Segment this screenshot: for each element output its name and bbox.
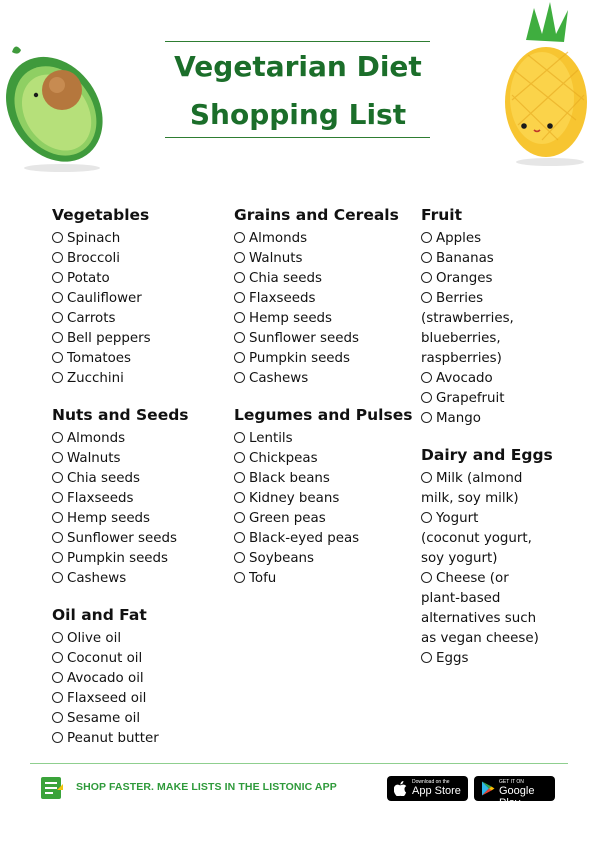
list-item — [52, 649, 232, 669]
app-store-label: App Store — [412, 785, 461, 797]
list-item-label: Avocado oil — [67, 671, 144, 686]
checkbox[interactable] — [52, 272, 63, 283]
list-item — [52, 689, 232, 709]
list-item-label: soy yogurt) — [421, 551, 498, 566]
checkbox[interactable] — [234, 292, 245, 303]
page-title-line1: Vegetarian Diet — [174, 50, 422, 83]
checkbox[interactable] — [234, 372, 245, 383]
google-play-label: Google Play — [499, 785, 535, 809]
list-item — [421, 629, 561, 649]
list-item-label: Sesame oil — [67, 711, 141, 726]
list-item — [421, 469, 561, 489]
checkbox[interactable] — [52, 572, 63, 583]
list-item — [52, 269, 232, 289]
list-item — [234, 469, 416, 489]
list-item — [52, 229, 232, 249]
checkbox[interactable] — [421, 252, 432, 263]
list-item-label: Chia seeds — [67, 471, 140, 486]
checkbox[interactable] — [421, 412, 432, 423]
list-item — [421, 229, 561, 249]
checkbox[interactable] — [52, 732, 63, 743]
list-item — [52, 469, 232, 489]
checkbox[interactable] — [234, 312, 245, 323]
checkbox[interactable] — [52, 692, 63, 703]
list-item-label: Milk (almond — [436, 471, 523, 486]
checkbox[interactable] — [234, 492, 245, 503]
list-item-label: Walnuts — [249, 251, 303, 266]
list-item-label: Flaxseed oil — [67, 691, 147, 706]
list-item-label: Almonds — [67, 431, 126, 446]
checkbox[interactable] — [421, 572, 432, 583]
list-item-label: Cashews — [249, 371, 309, 386]
checkbox[interactable] — [52, 452, 63, 463]
list-item — [52, 289, 232, 309]
column-3 — [421, 203, 561, 683]
list-item-label: (strawberries, — [421, 311, 514, 326]
section-heading: Grains and Cereals — [234, 206, 399, 224]
list-item — [421, 509, 561, 529]
checkbox[interactable] — [52, 632, 63, 643]
checkbox[interactable] — [52, 292, 63, 303]
list-item — [52, 449, 232, 469]
app-store-small-label: Download on the — [412, 779, 450, 785]
list-item — [234, 509, 416, 529]
list-item — [421, 369, 561, 389]
checkbox[interactable] — [421, 292, 432, 303]
list-item-label: plant-based — [421, 591, 501, 606]
listonic-logo-icon — [40, 776, 64, 800]
list-item-label: Flaxseeds — [67, 491, 134, 506]
list-item — [52, 569, 232, 589]
section-oil-and-fat — [52, 603, 232, 749]
list-item-label: Tomatoes — [67, 351, 132, 366]
checkbox[interactable] — [234, 532, 245, 543]
checkbox[interactable] — [52, 252, 63, 263]
list-item — [421, 609, 561, 629]
list-item-label: Green peas — [249, 511, 326, 526]
list-item-label: Cashews — [67, 571, 127, 586]
list-item — [234, 309, 416, 329]
checkbox[interactable] — [52, 372, 63, 383]
list-item-label: as vegan cheese) — [421, 631, 539, 646]
list-item-label: blueberries, — [421, 331, 501, 346]
checkbox[interactable] — [234, 232, 245, 243]
list-item-label: Mango — [436, 411, 481, 426]
section-heading: Vegetables — [52, 206, 150, 224]
list-item — [52, 509, 232, 529]
list-item-label: Chickpeas — [249, 451, 318, 466]
google-play-small-label: GET IT ON — [499, 779, 524, 785]
list-item — [421, 329, 561, 349]
apple-icon — [394, 781, 407, 796]
column-2 — [234, 203, 416, 603]
section-grains-and-cereals — [234, 203, 416, 389]
list-item-label: Eggs — [436, 651, 469, 666]
list-item-label: Broccoli — [67, 251, 120, 266]
list-item — [52, 629, 232, 649]
checkbox[interactable] — [234, 332, 245, 343]
list-item-label: Grapefruit — [436, 391, 505, 406]
list-item-label: Hemp seeds — [67, 511, 151, 526]
app-store-button[interactable] — [387, 776, 468, 801]
checkbox[interactable] — [234, 472, 245, 483]
list-item — [52, 549, 232, 569]
list-item-label: Chia seeds — [249, 271, 322, 286]
list-item — [234, 429, 416, 449]
list-item — [234, 269, 416, 289]
list-item — [234, 249, 416, 269]
footer-divider — [30, 763, 568, 764]
section-fruit — [421, 203, 561, 429]
list-item-label: Carrots — [67, 311, 116, 326]
checkbox[interactable] — [52, 532, 63, 543]
list-item-label: Pumpkin seeds — [249, 351, 351, 366]
checkbox[interactable] — [52, 512, 63, 523]
list-item-label: alternatives such — [421, 611, 537, 626]
list-item — [234, 569, 416, 589]
list-item-label: Apples — [436, 231, 482, 246]
list-item-label: Black beans — [249, 471, 330, 486]
list-item-label: Sunflower seeds — [249, 331, 359, 346]
list-item-label: raspberries) — [421, 351, 502, 366]
section-dairy-and-eggs — [421, 443, 561, 669]
list-item — [421, 269, 561, 289]
list-item-label: Olive oil — [67, 631, 122, 646]
list-item — [234, 329, 416, 349]
list-item-label: Bananas — [436, 251, 494, 266]
title-top-rule — [165, 41, 430, 42]
list-item-label: Cheese (or — [436, 571, 509, 586]
list-item-label: Peanut butter — [67, 731, 159, 746]
list-item — [52, 309, 232, 329]
section-heading: Legumes and Pulses — [234, 406, 413, 424]
checkbox[interactable] — [52, 432, 63, 443]
list-item-label: (coconut yogurt, — [421, 531, 532, 546]
section-heading: Nuts and Seeds — [52, 406, 189, 424]
list-item-label: Lentils — [249, 431, 293, 446]
checkbox[interactable] — [52, 712, 63, 723]
list-item-label: Berries — [436, 291, 484, 306]
checkbox[interactable] — [52, 232, 63, 243]
list-item-label: Oranges — [436, 271, 493, 286]
list-item — [52, 429, 232, 449]
checkbox[interactable] — [421, 512, 432, 523]
column-1 — [52, 203, 232, 763]
checkbox[interactable] — [234, 512, 245, 523]
list-item-label: Almonds — [249, 231, 308, 246]
avocado-illustration — [0, 28, 110, 178]
checkbox[interactable] — [421, 652, 432, 663]
checkbox[interactable] — [234, 252, 245, 263]
list-item-label: Pumpkin seeds — [67, 551, 169, 566]
list-item-label: Kidney beans — [249, 491, 340, 506]
list-item-label: Yogurt — [436, 511, 479, 526]
google-play-button[interactable] — [474, 776, 555, 809]
list-item-label: Zucchini — [67, 371, 124, 386]
checkbox[interactable] — [52, 652, 63, 663]
section-heading: Fruit — [421, 206, 462, 224]
list-item-label: Hemp seeds — [249, 311, 333, 326]
list-item — [234, 369, 416, 389]
list-item — [421, 309, 561, 329]
list-item — [52, 329, 232, 349]
list-item — [421, 649, 561, 669]
checkbox[interactable] — [421, 472, 432, 483]
checkbox[interactable] — [52, 352, 63, 363]
pineapple-illustration — [498, 0, 596, 170]
checkbox[interactable] — [421, 232, 432, 243]
list-item-label: milk, soy milk) — [421, 491, 519, 506]
list-item-label: Sunflower seeds — [67, 531, 177, 546]
list-item — [421, 349, 561, 369]
title-bottom-rule — [165, 137, 430, 138]
list-item — [421, 409, 561, 429]
list-item-label: Potato — [67, 271, 110, 286]
section-heading: Oil and Fat — [52, 606, 147, 624]
tagline-prefix: SHOP FASTER. — [76, 781, 155, 793]
list-item-label: Coconut oil — [67, 651, 143, 666]
list-item — [421, 589, 561, 609]
footer-tagline — [76, 781, 337, 793]
section-vegetables — [52, 203, 232, 389]
list-item-label: Flaxseeds — [249, 291, 316, 306]
checkbox[interactable] — [234, 432, 245, 443]
list-item — [52, 669, 232, 689]
list-item-label: Walnuts — [67, 451, 121, 466]
list-item — [52, 489, 232, 509]
list-item — [421, 569, 561, 589]
list-item — [234, 449, 416, 469]
checkbox[interactable] — [52, 332, 63, 343]
checkbox[interactable] — [421, 272, 432, 283]
checkbox[interactable] — [52, 472, 63, 483]
list-item — [234, 349, 416, 369]
section-legumes-and-pulses — [234, 403, 416, 589]
list-item — [421, 549, 561, 569]
list-item-label: Bell peppers — [67, 331, 151, 346]
list-item — [421, 489, 561, 509]
list-item-label: Spinach — [67, 231, 121, 246]
list-item — [421, 289, 561, 309]
checkbox[interactable] — [52, 492, 63, 503]
list-item — [52, 709, 232, 729]
list-item-label: Cauliflower — [67, 291, 142, 306]
list-item — [421, 249, 561, 269]
checkbox[interactable] — [52, 312, 63, 323]
list-item-label: Black-eyed peas — [249, 531, 360, 546]
checkbox[interactable] — [52, 552, 63, 563]
checkbox[interactable] — [234, 572, 245, 583]
list-item — [234, 489, 416, 509]
checkbox[interactable] — [52, 672, 63, 683]
list-item — [52, 369, 232, 389]
list-item — [52, 729, 232, 749]
list-item-label: Tofu — [249, 571, 277, 586]
section-heading: Dairy and Eggs — [421, 446, 553, 464]
list-item — [234, 549, 416, 569]
checkbox[interactable] — [234, 352, 245, 363]
tagline-suffix: MAKE LISTS IN THE LISTONIC APP — [154, 781, 337, 793]
list-item — [421, 529, 561, 549]
list-item — [421, 389, 561, 409]
list-item — [234, 289, 416, 309]
list-item — [234, 229, 416, 249]
list-item-label: Soybeans — [249, 551, 315, 566]
checkbox[interactable] — [234, 452, 245, 463]
section-nuts-and-seeds — [52, 403, 232, 589]
checkbox[interactable] — [234, 272, 245, 283]
checkbox[interactable] — [421, 392, 432, 403]
checkbox[interactable] — [421, 372, 432, 383]
list-item-label: Avocado — [436, 371, 493, 386]
page-title-line2: Shopping List — [189, 98, 407, 131]
google-play-icon — [481, 781, 495, 796]
list-item — [234, 529, 416, 549]
checkbox[interactable] — [234, 552, 245, 563]
list-item — [52, 349, 232, 369]
list-item — [52, 249, 232, 269]
list-item — [52, 529, 232, 549]
